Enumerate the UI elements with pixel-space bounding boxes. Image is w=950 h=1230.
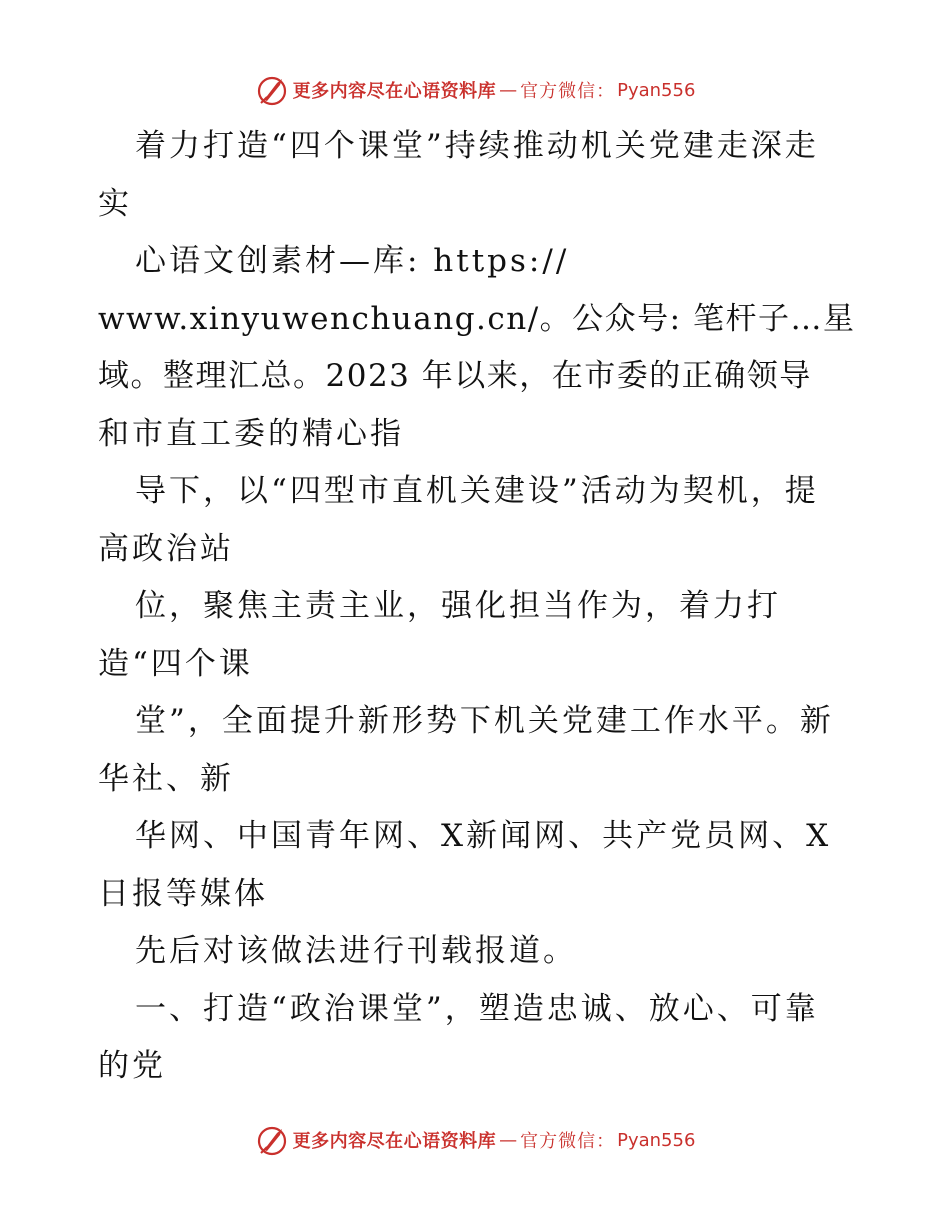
banner-wechat-id: Pyan556	[617, 79, 696, 101]
text-line: 堂”，全面提升新形势下机关党建工作水平。新	[135, 703, 834, 739]
banner-dash: —	[499, 79, 518, 101]
quill-pen-logo-icon	[255, 1123, 289, 1157]
section-heading-line: 一、打造“政治课堂”，塑造忠诚、放心、可靠	[135, 990, 819, 1027]
text-line: 造“四个课	[98, 645, 253, 682]
header-watermark-banner	[0, 70, 950, 110]
footer-watermark-banner	[0, 1120, 950, 1160]
title-line: 着力打造“四个课堂”持续推动机关党建走深走	[135, 128, 819, 164]
text-line: 和市直工委的精心指	[98, 415, 404, 452]
text-line: 位，聚焦主责主业，强化担当作为，着力打	[135, 588, 781, 624]
text-line: 域。整理汇总。2023 年以来，在市委的正确领导	[98, 358, 812, 394]
text-line: 先后对该做法进行刊载报道。	[135, 933, 577, 969]
banner-site-text: 更多内容尽在心语资料库	[292, 81, 497, 102]
text-line: 高政治站	[98, 530, 234, 567]
text-line: 心语文创素材—库: https://	[135, 243, 570, 279]
banner-wechat-label: 官方微信：	[520, 81, 616, 102]
text-line: 华网、中国青年网、X新闻网、共产党员网、X	[135, 818, 832, 854]
text-line: 导下，以“四型市直机关建设”活动为契机，提	[135, 473, 819, 509]
title-line-continued: 实	[98, 185, 132, 222]
banner-site-text: 更多内容尽在心语资料库	[292, 1131, 497, 1152]
text-line: 日报等媒体	[98, 875, 268, 912]
banner-wechat-id: Pyan556	[617, 1129, 696, 1151]
document-body	[98, 118, 858, 1096]
section-heading-line-continued: 的党	[98, 1048, 166, 1084]
text-line: www.xinyuwenchuang.cn/。公众号: 笔杆子…星	[98, 300, 856, 337]
banner-dash: —	[499, 1129, 518, 1151]
text-line: 华社、新	[98, 760, 234, 797]
quill-pen-logo-icon	[255, 73, 289, 107]
banner-wechat-label: 官方微信：	[520, 1131, 616, 1152]
